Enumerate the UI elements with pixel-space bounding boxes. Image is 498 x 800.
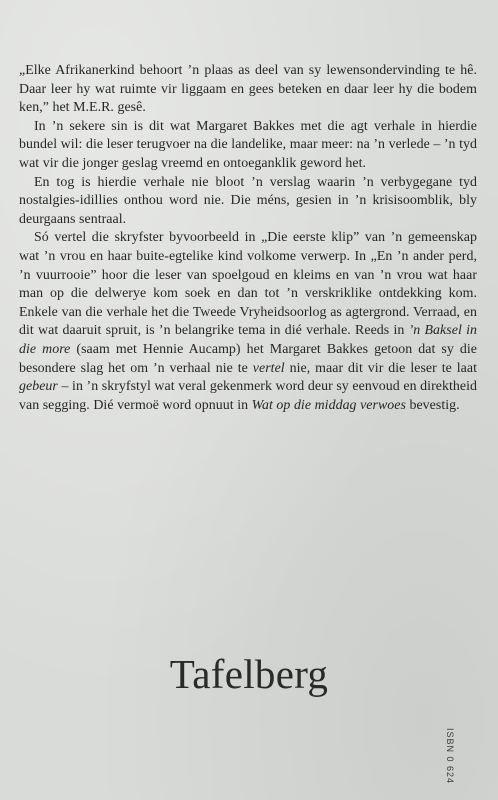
blurb-paragraph-4-seg-7: – in ’n skryfstyl wat veral gekenmerk word deur sy eenvoud en direktheid van segging. Dié vermoë word opnuut in <box>19 379 477 413</box>
blurb-paragraph-1-seg-1: „Elke Afrikanerkind behoort ’n plaas as deel van sy lewensondervinding te hê. Daar leer hy wat ruimte vir liggaam en gees beteken en daar leer hy die bodem ken,” het M.E.R. gesê. <box>19 63 477 116</box>
blurb-paragraph-4-seg-3: (saam met Hennie Aucamp) het Margaret Bakkes getoon dat sy die besondere slag het om ’n verhaal nie te <box>19 341 478 376</box>
emphasis-gebeur: gebeur <box>19 379 58 395</box>
book-title-baksel: ’n Baksel in die more <box>19 323 477 357</box>
blurb-paragraph-2-seg-1: In ’n sekere sin is dit wat Margaret Bakkes met die agt verhale in hierdie bundel wil: die leser terugvoer na die landelike, maar meer: na ’n verlede – ’n tyd wat vir die jonger geslag vreemd en ontoeganklik geword het. <box>19 118 477 171</box>
blurb-paragraph-4-seg-1: Só vertel die skryfster byvoorbeeld in „Die eerste klip” van ’n gemeenskap wat ’n vrou en haar buite-egtelike kind volkome verwerp. In „En ’n ander perd, ’n vuurrooie” hoor die leser van spoelgoud en kleims en van ’n vrou wat haar man op die delwerye kom soek en dan tot ’n verskriklike ontdekking kom. Enkele van die verhale het die Tweede Vryheidsoorlog as agtergrond. Verraad, en dit wat daaruit spruit, is ’n belangrike tema in dié verhale. Reeds in <box>19 230 477 339</box>
blurb-paragraph-3 <box>19 174 477 230</box>
blurb-paragraph-4 <box>19 229 477 415</box>
blurb-paragraph-2 <box>19 118 477 174</box>
blurb-paragraph-4-seg-5: nie, maar dit vir die leser te laat <box>284 360 477 376</box>
emphasis-vertel: vertel <box>252 360 285 376</box>
book-title-main: Wat op die middag verwoes <box>251 397 406 413</box>
blurb-paragraph-4-seg-9: bevestig. <box>405 397 460 413</box>
blurb-paragraph-1 <box>19 62 477 118</box>
blurb-text <box>19 62 477 415</box>
publisher-name: Tafelberg <box>169 651 329 697</box>
isbn-number: ISBN 0 624 <box>445 728 455 785</box>
blurb-paragraph-3-seg-1: En tog is hierdie verhale nie bloot ’n verslag waarin ’n verbygegane tyd nostalgies-idillies onthou word nie. Die méns, gesien in ’n krisisoomblik, bly deurgaans sentraal. <box>19 174 477 227</box>
